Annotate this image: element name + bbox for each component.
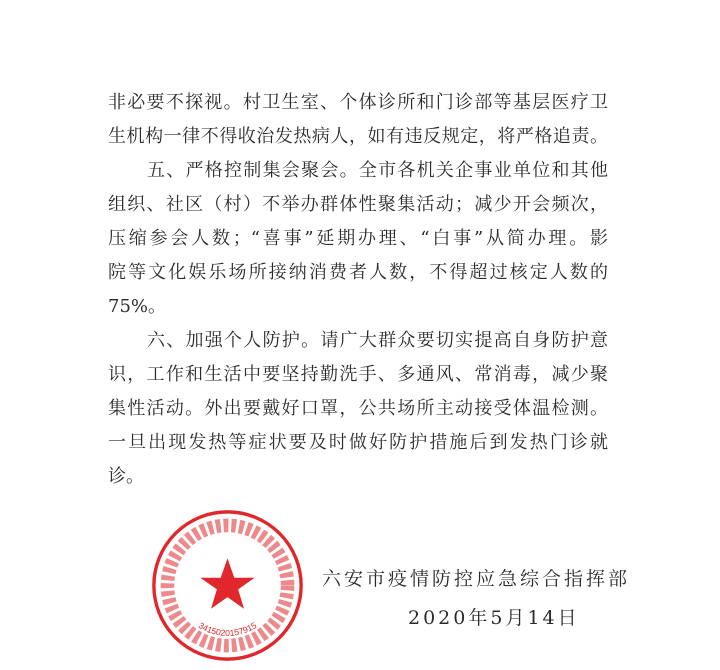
- body-line: 生机构一律不得收治发热病人，如有违反规定，将严格追责。: [108, 126, 608, 147]
- issue-date: 2020年5月14日: [408, 607, 580, 629]
- issuer-signature: 六安市疫情防控应急综合指挥部: [322, 568, 631, 590]
- body-line: 诊。: [108, 466, 144, 487]
- body-line: 压缩参会人数；“喜事”延期办理、“白事”从简办理。影: [108, 228, 608, 249]
- body-line: 组织、社区（村）不举办群体性聚集活动；减少开会频次，: [108, 194, 608, 215]
- body-line: 一旦出现发热等症状要及时做好防护措施后到发热门诊就: [108, 432, 608, 453]
- official-seal: [150, 508, 305, 663]
- body-line: 集性活动。外出要戴好口罩，公共场所主动接受体温检测。: [108, 398, 608, 419]
- body-line: 识，工作和生活中要坚持勤洗手、多通风、常消毒，减少聚: [108, 364, 608, 385]
- seal-number: 3415020157915: [196, 620, 259, 638]
- section-five-heading-line: 五、严格控制集会聚会。全市各机关企事业单位和其他: [147, 160, 608, 181]
- star-icon: [200, 558, 254, 608]
- section-six-heading-line: 六、加强个人防护。请广大群众要切实提高自身防护意: [147, 330, 608, 351]
- body-line: 院等文化娱乐场所接纳消费者人数，不得超过核定人数的: [108, 262, 608, 283]
- body-line: 非必要不探视。村卫生室、个体诊所和门诊部等基层医疗卫: [108, 92, 608, 113]
- body-line: 75%。: [108, 296, 167, 317]
